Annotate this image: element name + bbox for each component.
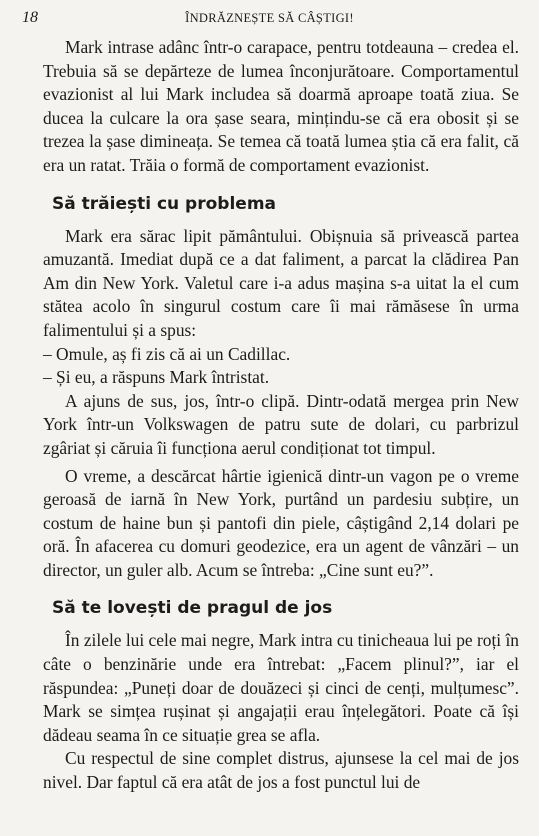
paragraph: Mark intrase adânc într-o carapace, pentru totdeauna – credea el. Trebuia să se depărteze de lumea înconjurătoare. Comportamentul evazionist al lui Mark includea să doarmă aproape toată ziua. Se ducea la culcare la ora șase seara, mințindu-se că era obosit și se trezea la șase dimineața. Se temea că toată lumea știa că era falit, că era un ratat. Trăia o formă de comportament evazionist. (43, 37, 519, 175)
section-heading: Să te lovești de pragul de jos (52, 598, 333, 619)
dialogue-line: – Omule, aș fi zis că ai un Cadillac. (43, 343, 291, 364)
paragraph: În zilele lui cele mai negre, Mark intra cu tinicheaua lui pe roți în câte o benzinărie unde era întrebat: „Facem plinul?”, iar el răspundea: „Puneți doar de douăzeci și cinci de cenți, mulțumesc”. Mark se simțea rușinat și angajații erau înțelegători. Poate că își dădeau seama în ce situație grea se afla. (43, 630, 519, 745)
running-title: ÎNDRĂZNEȘTE SĂ CÂȘTIGI! (185, 11, 354, 25)
paragraph: O vreme, a descărcat hârtie igienică dintr-un vagon pe o vreme geroasă de iarnă în New York, purtând un pardesiu subțire, un costum de haine bun și pantofi din piele, câștigând 2,14 dolari pe oră. În afacerea cu domuri geodezice, era un agent de vânzări – un director, un guler alb. Acum se întreba: „Cine sunt eu?”. (43, 465, 519, 580)
page-header (22, 6, 517, 30)
dialogue-line: – Și eu, a răspuns Mark întristat. (43, 367, 270, 388)
section-heading: Să trăiești cu problema (52, 193, 277, 214)
paragraph: Mark era sărac lipit pământului. Obișnuia să privească partea amuzantă. Imediat după ce a dat faliment, a parcat la clădirea Pan Am din New York. Valetul care i-a adus mașina s-a uitat la el cum stătea acolo în singurul costum care îi mai rămăsese în urma falimentului și a spus: (43, 225, 519, 340)
page-number: 18 (22, 9, 38, 26)
paragraph: A ajuns de sus, jos, într-o clipă. Dintr-odată mergea prin New York într-un Volkswagen de patru sute de dolari, cu parbrizul zgâriat și căruia îi funcționa aerul condiționat tot timpul. (43, 390, 519, 458)
paragraph: Cu respectul de sine complet distrus, ajunsese la cel mai de jos nivel. Dar faptul că era atât de jos a fost punctul lui de (43, 748, 519, 793)
page-body (43, 36, 519, 795)
